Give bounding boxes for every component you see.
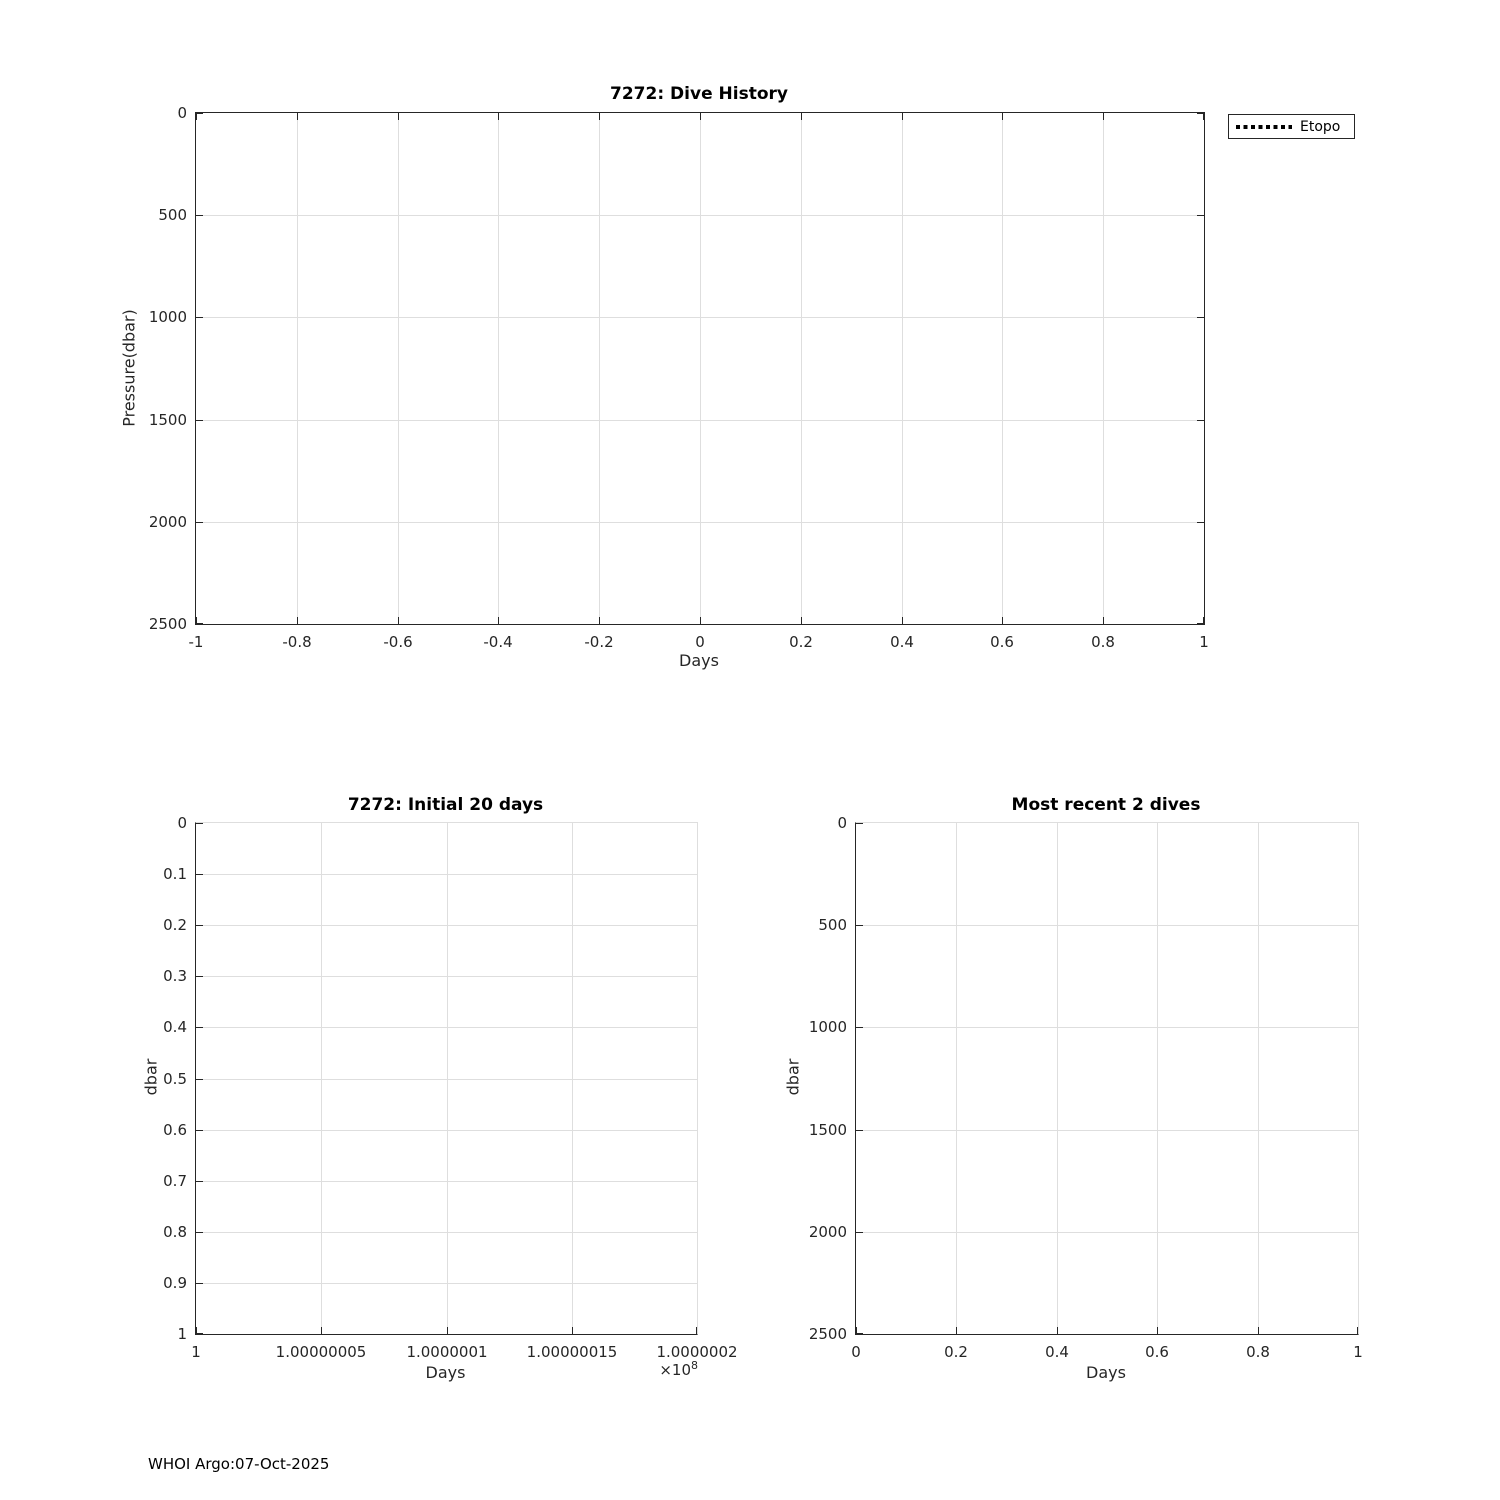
- tick-mark: [297, 617, 298, 624]
- tick-mark: [856, 823, 863, 824]
- x-tick-label: 0: [851, 1343, 861, 1361]
- legend-label: Etopo: [1300, 118, 1341, 135]
- y-tick-label: 0: [837, 814, 847, 832]
- gridline: [1103, 113, 1104, 624]
- y-tick-label: 0: [177, 104, 187, 122]
- plot-recent-2-dives: [808, 814, 1363, 1361]
- gridline: [196, 317, 1204, 318]
- y-axis-label-pressure: Pressure(dbar): [119, 309, 139, 427]
- gridline: [196, 925, 697, 926]
- tick-mark: [196, 215, 203, 216]
- gridline: [196, 420, 1204, 421]
- gridline: [956, 823, 957, 1334]
- x-tick-label: 1.00000005: [275, 1343, 367, 1361]
- tick-mark: [196, 113, 203, 114]
- x-tick-label: 1: [1353, 1343, 1363, 1361]
- y-tick-label: 1: [177, 1325, 187, 1343]
- tick-mark: [1103, 617, 1104, 624]
- y-tick-label: 1500: [148, 411, 187, 429]
- x-tick-label: 0.2: [789, 633, 813, 651]
- tick-mark: [856, 1130, 863, 1131]
- x-axis-label-days-top: Days: [679, 651, 719, 670]
- gridline: [856, 1027, 1358, 1028]
- x-tick-label: -0.2: [584, 633, 614, 651]
- tick-mark: [696, 1327, 697, 1334]
- gridline: [196, 976, 697, 977]
- y-tick-label: 500: [818, 916, 847, 934]
- multiplier-exponent: 8: [691, 1359, 698, 1372]
- gridline: [498, 113, 499, 624]
- plot-initial-20-days: [163, 814, 738, 1361]
- tick-mark: [1002, 113, 1003, 120]
- gridline: [856, 925, 1358, 926]
- x-tick-label: 0.6: [1145, 1343, 1169, 1361]
- plot-title-recent-2-dives: Most recent 2 dives: [1011, 795, 1201, 815]
- tick-mark: [1057, 1327, 1058, 1334]
- footer-text: WHOI Argo:07-Oct-2025: [148, 1455, 330, 1473]
- tick-mark: [856, 925, 863, 926]
- tick-mark: [1258, 1327, 1259, 1334]
- tick-mark: [196, 522, 203, 523]
- y-tick-label: 0.4: [163, 1018, 187, 1036]
- gridline: [196, 1027, 697, 1028]
- tick-mark: [700, 617, 701, 624]
- tick-mark: [1203, 113, 1204, 120]
- x-tick-label: -0.8: [282, 633, 312, 651]
- gridline: [196, 215, 1204, 216]
- gridline: [196, 874, 697, 875]
- gridline: [1002, 113, 1003, 624]
- gridline: [801, 113, 802, 624]
- tick-mark: [447, 1327, 448, 1334]
- tick-mark: [321, 1327, 322, 1334]
- gridline: [599, 113, 600, 624]
- gridline: [196, 1130, 697, 1131]
- gridline: [1258, 823, 1259, 1334]
- x-axis-label-days-bottom-right: Days: [1086, 1363, 1126, 1382]
- y-tick-label: 0.5: [163, 1070, 187, 1088]
- y-tick-label: 1000: [148, 308, 187, 326]
- y-tick-label: 0: [177, 814, 187, 832]
- gridline: [196, 1232, 697, 1233]
- y-tick-label: 0.7: [163, 1172, 187, 1190]
- plot-title-dive-history: 7272: Dive History: [610, 84, 788, 104]
- tick-mark: [196, 1079, 203, 1080]
- y-tick-label: 1000: [808, 1018, 847, 1036]
- y-tick-label: 2500: [148, 615, 187, 633]
- tick-mark: [1197, 113, 1204, 114]
- y-tick-label: 0.2: [163, 916, 187, 934]
- tick-mark: [801, 617, 802, 624]
- tick-mark: [196, 623, 203, 624]
- tick-mark: [196, 1130, 203, 1131]
- tick-mark: [856, 1333, 863, 1334]
- tick-mark: [196, 1333, 203, 1334]
- x-tick-label: -1: [188, 633, 204, 651]
- x-tick-label: 1: [1199, 633, 1209, 651]
- tick-mark: [1357, 1327, 1358, 1334]
- x-tick-label: 0.8: [1091, 633, 1115, 651]
- tick-mark: [856, 1232, 863, 1233]
- tick-mark: [902, 617, 903, 624]
- y-tick-label: 0.9: [163, 1274, 187, 1292]
- x-tick-label: 1: [191, 1343, 201, 1361]
- tick-mark: [599, 617, 600, 624]
- tick-mark: [196, 1027, 203, 1028]
- y-tick-label: 500: [158, 206, 187, 224]
- x-tick-label: -0.6: [383, 633, 413, 651]
- tick-mark: [801, 113, 802, 120]
- tick-mark: [902, 113, 903, 120]
- x-tick-label: 0.2: [944, 1343, 968, 1361]
- tick-mark: [196, 976, 203, 977]
- gridline: [398, 113, 399, 624]
- y-tick-label: 0.1: [163, 865, 187, 883]
- tick-mark: [196, 1232, 203, 1233]
- tick-mark: [1002, 617, 1003, 624]
- gridline: [902, 113, 903, 624]
- y-tick-label: 2500: [808, 1325, 847, 1343]
- x-tick-label: 0.6: [990, 633, 1014, 651]
- x-tick-label: 1.00000015: [526, 1343, 618, 1361]
- tick-mark: [398, 113, 399, 120]
- tick-mark: [196, 874, 203, 875]
- gridline: [196, 1079, 697, 1080]
- multiplier-base: ×10: [659, 1361, 691, 1379]
- y-tick-label: 0.6: [163, 1121, 187, 1139]
- gridline: [856, 1130, 1358, 1131]
- y-axis-label-dbar-left: dbar: [141, 1058, 161, 1096]
- tick-mark: [196, 317, 203, 318]
- gridline: [297, 113, 298, 624]
- tick-mark: [196, 420, 203, 421]
- x-tick-label: 0.8: [1246, 1343, 1270, 1361]
- tick-mark: [196, 1283, 203, 1284]
- y-tick-label: 0.3: [163, 967, 187, 985]
- tick-mark: [398, 617, 399, 624]
- tick-mark: [700, 113, 701, 120]
- x-tick-label: 1.0000002: [656, 1343, 738, 1361]
- tick-mark: [1197, 623, 1204, 624]
- legend: [1228, 114, 1355, 139]
- gridline: [1057, 823, 1058, 1334]
- tick-mark: [196, 1181, 203, 1182]
- gridline: [196, 1283, 697, 1284]
- tick-mark: [599, 113, 600, 120]
- tick-mark: [196, 823, 203, 824]
- tick-mark: [1197, 522, 1204, 523]
- tick-mark: [572, 1327, 573, 1334]
- dotted-line-icon: [1236, 125, 1292, 129]
- y-tick-label: 2000: [148, 513, 187, 531]
- gridline: [196, 1181, 697, 1182]
- gridline: [856, 1232, 1358, 1233]
- y-axis-label-dbar-right: dbar: [783, 1058, 803, 1096]
- tick-mark: [1103, 113, 1104, 120]
- x-tick-label: 0.4: [890, 633, 914, 651]
- y-tick-label: 0.8: [163, 1223, 187, 1241]
- plot-dive-history: [148, 104, 1209, 651]
- gridline: [196, 522, 1204, 523]
- tick-mark: [856, 1027, 863, 1028]
- x-tick-label: 1.0000001: [406, 1343, 488, 1361]
- x-tick-label: 0.4: [1045, 1343, 1069, 1361]
- gridline: [1157, 823, 1158, 1334]
- x-tick-label: -0.4: [483, 633, 513, 651]
- tick-mark: [297, 113, 298, 120]
- tick-mark: [196, 113, 197, 120]
- x-tick-label: 0: [695, 633, 705, 651]
- x-axis-multiplier: [558, 1359, 698, 1379]
- x-axis-label-days-bottom-left: Days: [425, 1363, 466, 1382]
- plot-title-initial-20-days: 7272: Initial 20 days: [347, 795, 544, 815]
- tick-mark: [196, 925, 203, 926]
- tick-mark: [1197, 420, 1204, 421]
- tick-mark: [498, 113, 499, 120]
- y-tick-label: 2000: [808, 1223, 847, 1241]
- y-tick-label: 1500: [808, 1121, 847, 1139]
- tick-mark: [1157, 1327, 1158, 1334]
- tick-mark: [956, 1327, 957, 1334]
- tick-mark: [498, 617, 499, 624]
- gridline: [700, 113, 701, 624]
- tick-mark: [1197, 317, 1204, 318]
- tick-mark: [1197, 215, 1204, 216]
